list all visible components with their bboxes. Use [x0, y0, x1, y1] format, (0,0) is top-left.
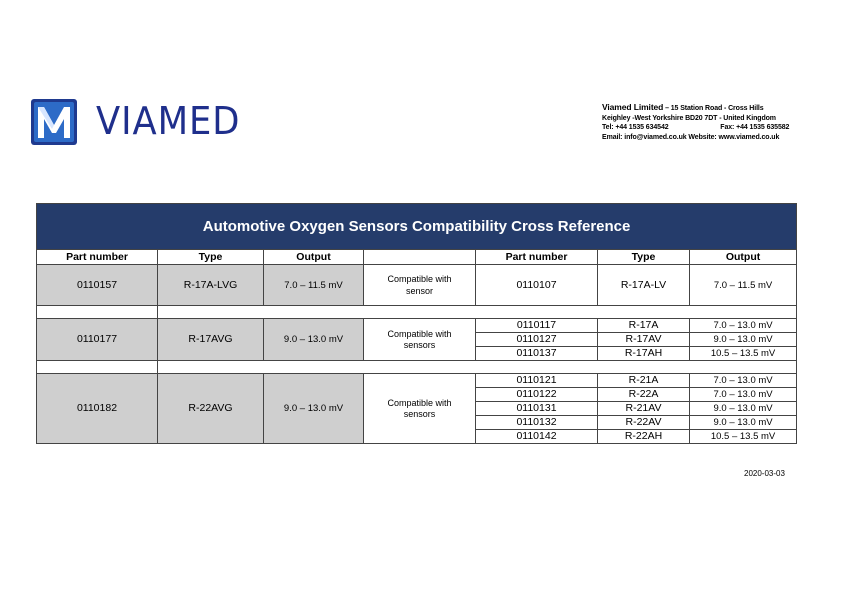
compatible-label	[364, 265, 476, 306]
compatible-type: R-17A	[598, 319, 690, 333]
compatible-part-number: 0110117	[476, 319, 598, 333]
cross-reference-table	[36, 203, 797, 444]
compatible-output: 9.0 – 13.0 mV	[690, 416, 797, 430]
logo-icon	[31, 99, 77, 145]
compatible-type: R-22AV	[598, 416, 690, 430]
company-address-line1: – 15 Station Road - Cross Hills	[663, 105, 764, 112]
compatible-type: R-17AV	[598, 333, 690, 347]
compatible-output: 9.0 – 13.0 mV	[690, 333, 797, 347]
table-title: Automotive Oxygen Sensors Compatibility Cross Reference	[37, 204, 797, 250]
table-row	[37, 319, 797, 333]
header-type: Type	[158, 250, 264, 265]
part-output: 7.0 – 11.5 mV	[264, 265, 364, 306]
compatible-type: R-21AV	[598, 402, 690, 416]
header-compatible-part-number: Part number	[476, 250, 598, 265]
compatible-output: 7.0 – 13.0 mV	[690, 319, 797, 333]
header-compatible-output: Output	[690, 250, 797, 265]
compatible-part-number: 0110142	[476, 430, 598, 444]
compatible-type: R-17A-LV	[598, 265, 690, 306]
company-website: Website: www.viamed.co.uk	[688, 133, 780, 141]
compatible-output: 7.0 – 13.0 mV	[690, 388, 797, 402]
compatible-part-number: 0110121	[476, 374, 598, 388]
document-date: 2020-03-03	[744, 469, 785, 478]
compatible-type: R-22AH	[598, 430, 690, 444]
header-part-number: Part number	[37, 250, 158, 265]
company-address-line2: Keighley -West Yorkshire BD20 7DT - United Kingdom	[602, 114, 776, 122]
compatible-label	[364, 374, 476, 444]
compatible-part-number: 0110132	[476, 416, 598, 430]
compatible-part-number: 0110122	[476, 388, 598, 402]
header-compatible-type: Type	[598, 250, 690, 265]
spacer-row	[37, 361, 797, 374]
compatible-label-line1: Compatible with	[387, 328, 452, 339]
compatible-part-number: 0110107	[476, 265, 598, 306]
company-tel: Tel: +44 1535 634542	[602, 124, 669, 131]
table-row	[37, 265, 797, 306]
part-type: R-22AVG	[158, 374, 264, 444]
compatible-output: 7.0 – 13.0 mV	[690, 374, 797, 388]
brand-name: VIAMED	[96, 99, 241, 143]
compatible-label-line2: sensor	[405, 286, 433, 296]
compatible-output: 10.5 – 13.5 mV	[690, 430, 797, 444]
company-info	[602, 103, 789, 142]
compatible-part-number: 0110131	[476, 402, 598, 416]
part-type: R-17AVG	[158, 319, 264, 361]
part-number: 0110157	[37, 265, 158, 306]
compatible-output: 10.5 – 13.5 mV	[690, 347, 797, 361]
part-number: 0110177	[37, 319, 158, 361]
compatible-part-number: 0110127	[476, 333, 598, 347]
table-row	[37, 374, 797, 388]
company-name: Viamed Limited	[602, 102, 664, 112]
compatible-label	[364, 319, 476, 361]
header-blank	[364, 250, 476, 265]
compatible-label-line1: Compatible with	[387, 274, 452, 284]
header-output: Output	[264, 250, 364, 265]
part-type: R-17A-LVG	[158, 265, 264, 306]
compatible-type: R-17AH	[598, 347, 690, 361]
part-number: 0110182	[37, 374, 158, 444]
compatible-type: R-21A	[598, 374, 690, 388]
compatible-output: 7.0 – 11.5 mV	[690, 265, 797, 306]
company-fax: Fax: +44 1535 635582	[720, 124, 790, 131]
part-output: 9.0 – 13.0 mV	[264, 319, 364, 361]
compatible-part-number: 0110137	[476, 347, 598, 361]
spacer-row	[37, 306, 797, 319]
compatible-type: R-22A	[598, 388, 690, 402]
company-email: Email: info@viamed.co.uk	[602, 133, 687, 141]
compatible-output: 9.0 – 13.0 mV	[690, 402, 797, 416]
header-row	[37, 250, 797, 265]
part-output: 9.0 – 13.0 mV	[264, 374, 364, 444]
compatible-label-line1: Compatible with	[387, 397, 452, 408]
compatible-label-line2: sensors	[403, 408, 436, 419]
compatible-label-line2: sensors	[403, 339, 436, 350]
